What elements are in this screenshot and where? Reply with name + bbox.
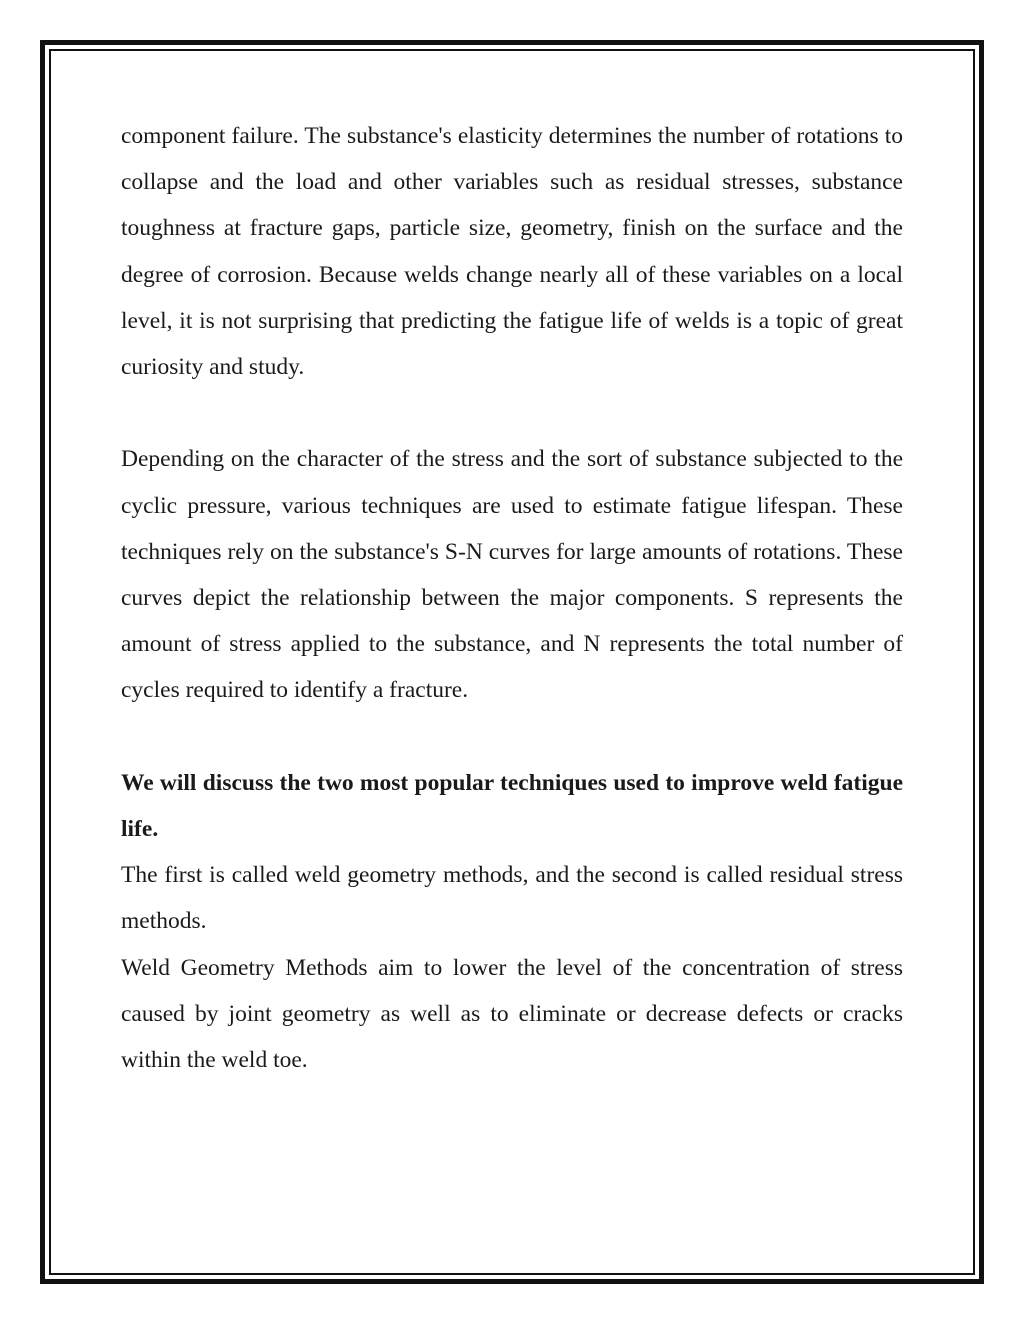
paragraph-spacer	[121, 714, 903, 760]
paragraph-spacer	[121, 390, 903, 436]
paragraph-weld-geometry: Weld Geometry Methods aim to lower the level of the concentration of stress caused by joint geometry as well as to eliminate or decrease defects or cracks within the weld toe.	[121, 954, 903, 1074]
paragraph-fatigue-variables: component failure. The substance's elasticity determines the number of rotations to collapse and the load and other variables such as residual stresses, substance toughness at fracture gaps, particle size, geometry, finish on the surface and the degree of corrosion. Because welds change nearly all of these variables on a local level, it is not surprising that predicting the fatigue life of welds is a topic of great curiosity and study.	[121, 123, 903, 381]
paragraph-sn-curves: Depending on the character of the stress and the sort of substance subjected to the cyclic pressure, various techniques are used to estimate fatigue lifespan. These techniques rely on the substance's S-N curves for large amounts of rotations. These curves depict the relationship between the major components. S represents the amount of stress applied to the substance, and N represents the total number of cycles required to identify a fracture.	[121, 446, 903, 704]
bold-intro-statement: We will discuss the two most popular techniques used to improve weld fatigue life.	[121, 769, 903, 843]
paragraph-two-methods: The first is called weld geometry methods, and the second is called residual stress methods.	[121, 862, 903, 935]
document-body	[121, 113, 903, 1083]
